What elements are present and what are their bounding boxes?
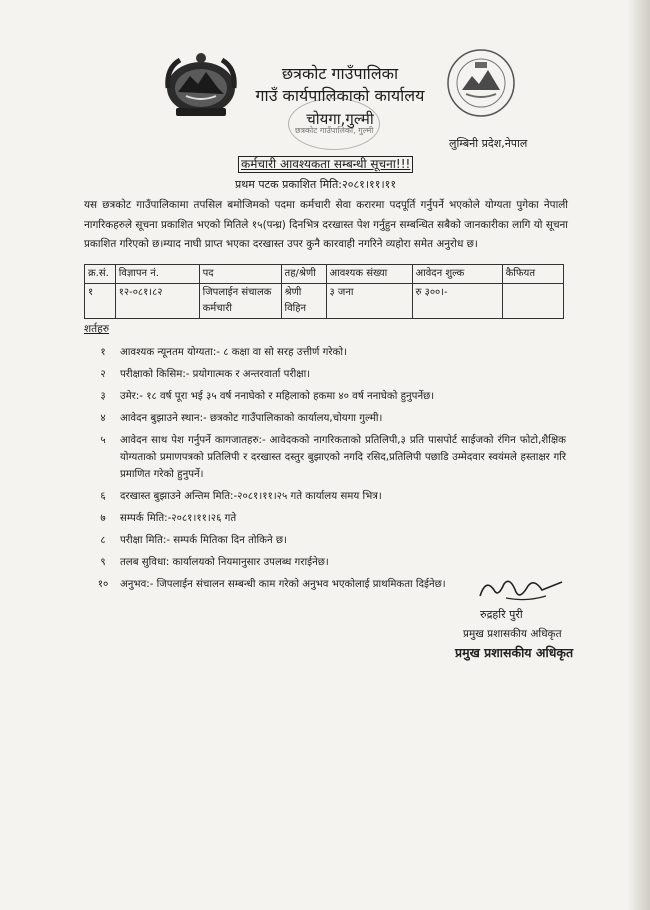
cell-ad-number: १२-०८१।८२: [115, 284, 199, 319]
publication-date: प्रथम पटक प्रकाशित मिति:२०८१।११।११: [235, 178, 397, 191]
list-item: ५ आवेदन साथ पेश गर्नुपर्ने कागजातहरु:- आवेदकको नागरिकताको प्रतिलिपी,३ प्रति पासपोर्ट साईजको रंगिन फोटो,शैक्षिक योग्यताको प्रमाणपत्रको प्रतिलिपी र दरखास्त दस्तुर बुझाएको नगदि रसिद,प्रतिलिपी पछाडि उम्मेदवार स्वयंमले हस्ताक्षर गरि प्रमाणित गरेको हुनुपर्ने।: [100, 435, 566, 480]
header-remarks: कैफियत: [502, 265, 563, 284]
cell-serial: १: [85, 284, 116, 319]
list-item: १० अनुभव:- जिपलाईन संचालन सम्बन्धी काम गरेको अनुभव भएकोलाई प्राथमिकता दिईनेछ।: [97, 579, 446, 590]
signatory-name: रुद्रहरि पुरी: [480, 608, 523, 621]
list-item: १ आवश्यक न्यूनतम योग्यता:- ८ कक्षा वा सो सरह उत्तीर्ण गरेको।: [100, 347, 347, 358]
header-required-count: आवश्यक संख्या: [326, 265, 412, 284]
handwritten-signature: [476, 574, 566, 604]
municipality-logo: [446, 48, 516, 118]
office-stamp-text: छत्रकोट गाउँपालिका, गुल्मी: [295, 126, 374, 135]
cell-level: श्रेणी विहिन: [281, 284, 326, 319]
header-serial: क्र.सं.: [85, 265, 116, 284]
office-address: चोयगा,गुल्मी: [306, 110, 374, 128]
notice-paragraph: यस छत्रकोट गाउँपालिकामा तपसिल बमोजिमको पदमा कर्मचारी सेवा करारमा पदपूर्ति गर्नुपर्ने भएकोले योग्यता पुगेका नेपाली नागरिकहरुले सूचना प्रकाशित भएको मितिले १५(पन्ध्र) दिनभित्र दरखास्त पेश गर्नुहुन सम्बन्धित सबैको जानकारीका लागि यो सूचना प्रकाशित गरिएको छ।म्याद नाघी प्राप्त भएका दरखास्त उपर कुनै कारवाही नगरिने व्यहोरा समेत अनुरोध छ।: [84, 199, 568, 250]
office-stamp-seal: [288, 98, 380, 150]
list-item: ६ दरखास्त बुझाउने अन्तिम मिति:-२०८१।११।२५ गते कार्यालय समय भित्र।: [100, 491, 382, 502]
cell-required-count: ३ जना: [326, 284, 412, 319]
table-header-row: [85, 265, 564, 284]
list-item: ७ सम्पर्क मिति:-२०८१।११।२६ गते: [100, 513, 237, 524]
municipality-name: छत्रकोट गाउँपालिका: [281, 64, 399, 83]
cell-post: जिपलाईन संचालक कर्मचारी: [199, 284, 281, 319]
designation-stamp: प्रमुख प्रशासकीय अधिकृत: [455, 645, 574, 660]
list-item: ४ आवेदन बुझाउने स्थान:- छत्रकोट गाउँपालिकाको कार्यालय,चोयगा गुल्मी।: [100, 413, 383, 424]
header-post: पद: [199, 265, 281, 284]
terms-heading: शर्तहरु: [84, 323, 109, 335]
notice-title: कर्मचारी आवश्यकता सम्बन्धी सूचना!!!: [238, 156, 413, 173]
header-level: तह/श्रेणी: [281, 265, 326, 284]
header-ad-number: विज्ञापन नं.: [115, 265, 199, 284]
signatory-title: प्रमुख प्रशासकीय अधिकृत: [463, 628, 562, 640]
cell-fee: रु ३००।-: [412, 284, 502, 319]
cell-remarks: [502, 284, 563, 319]
terms-list: [86, 344, 566, 598]
list-item: ३ उमेर:- १८ वर्ष पूरा भई ३५ वर्ष ननाघेको र महिलाको हकमा ४० वर्ष ननाघेको हुनुपर्नेछ।: [100, 391, 435, 402]
page-edge-shadow: [628, 0, 650, 910]
list-item: ९ तलब सुविधा: कार्यालयको नियमानुसार उपलब्ध गराईनेछ।: [100, 557, 329, 568]
vacancy-table: [84, 264, 564, 319]
list-item: २ परीक्षाको किसिम:- प्रयोगात्मक र अन्तरवार्ता परीक्षा।: [100, 369, 311, 380]
list-item: ८ परीक्षा मिति:- सम्पर्क मितिका दिन तोकिने छ।: [100, 535, 287, 546]
province-label: लुम्बिनी प्रदेश,नेपाल: [449, 137, 528, 150]
table-row: [85, 284, 564, 319]
header-fee: आवेदन शुल्क: [412, 265, 502, 284]
office-name: गाउँ कार्यपालिकाको कार्यालय: [255, 86, 425, 105]
